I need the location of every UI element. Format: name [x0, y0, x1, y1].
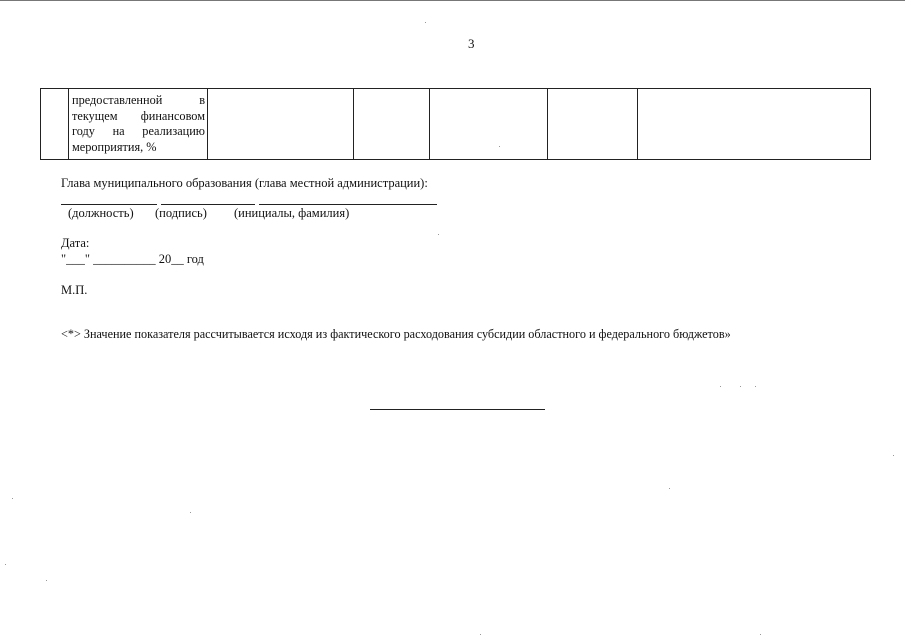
scan-speck: [755, 386, 756, 387]
table-cell-number: [41, 89, 69, 160]
signature-caption: (подпись): [155, 206, 207, 220]
scan-speck: [480, 634, 481, 635]
name-caption: (инициалы, фамилия): [234, 206, 350, 220]
table-cell: [208, 89, 354, 160]
top-border-line: [0, 0, 905, 1]
scan-speck: [12, 498, 13, 499]
page-number: 3: [468, 36, 475, 51]
date-line: "___" __________ 20__ год: [61, 252, 204, 266]
table-cell: [430, 89, 548, 160]
position-signature-line: [61, 204, 157, 205]
stamp-label: М.П.: [61, 283, 88, 297]
footnote: <*> Значение показателя рассчитывается исходя из фактического расходования субсидии областного и федерального бюджетов»: [61, 327, 731, 341]
position-caption: (должность): [68, 206, 134, 220]
table-cell: [548, 89, 638, 160]
scan-speck: [425, 22, 426, 23]
signature-line: [161, 204, 255, 205]
date-label: Дата:: [61, 236, 90, 250]
table-row: [41, 89, 871, 160]
indicator-text: предоставленной в текущем финансовом году на реализацию мероприятия, %: [72, 93, 205, 154]
indicator-table: [40, 88, 871, 160]
end-separator-line: [370, 409, 545, 410]
name-signature-line: [259, 204, 437, 205]
scan-speck: [740, 386, 741, 387]
scan-speck: [499, 146, 500, 147]
signature-heading: Глава муниципального образования (глава местной администрации):: [61, 176, 428, 190]
scan-speck: [46, 580, 47, 581]
scan-speck: [893, 455, 894, 456]
scan-speck: [760, 634, 761, 635]
table-cell: [638, 89, 871, 160]
scan-speck: [5, 564, 6, 565]
scan-speck: [720, 386, 721, 387]
table-cell-indicator: [69, 89, 208, 160]
scan-speck: [438, 234, 439, 235]
scan-speck: [190, 512, 191, 513]
table-cell: [354, 89, 430, 160]
scan-speck: [669, 488, 670, 489]
